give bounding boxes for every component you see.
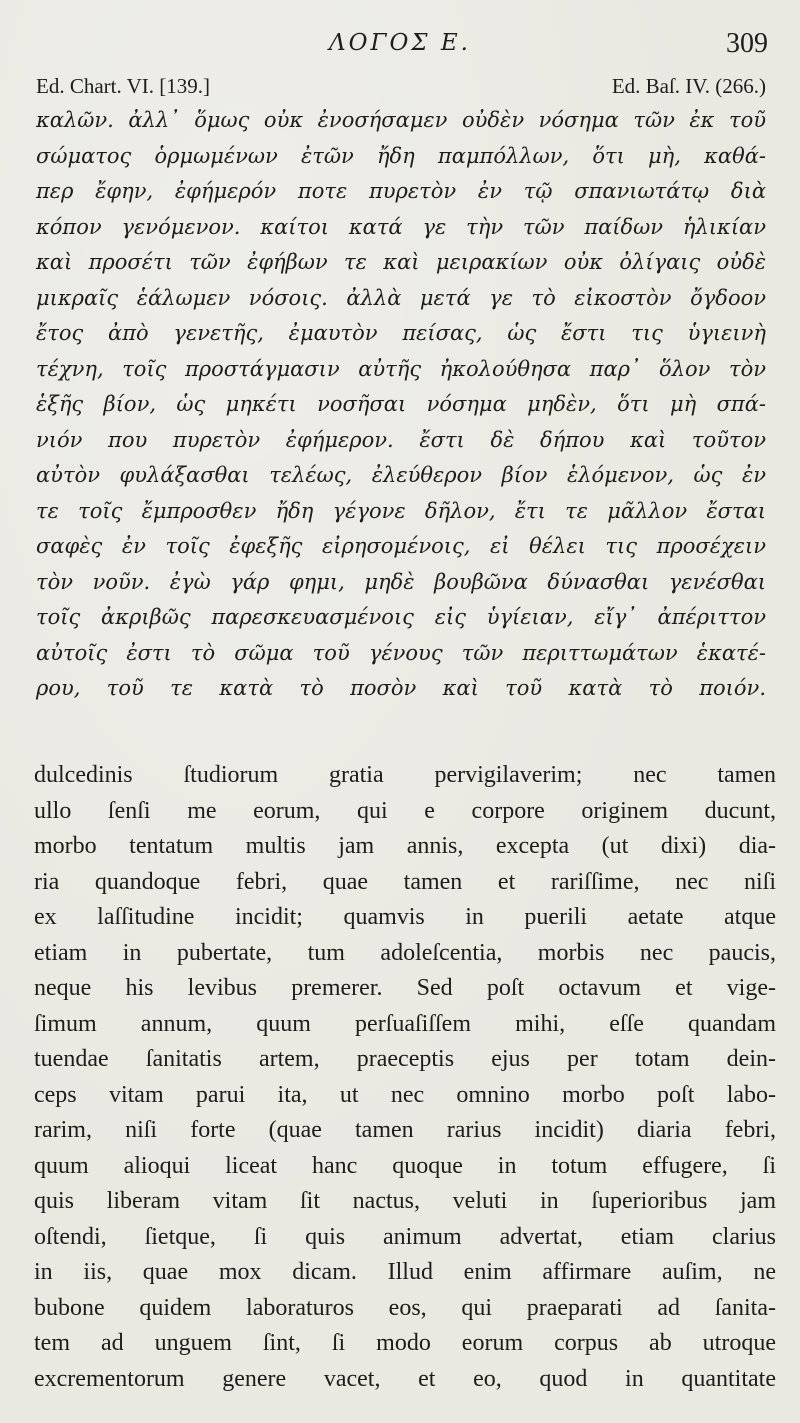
edition-reference-left: Ed. Chart. VI. [139.] [36,74,210,98]
latin-text-line: neque his levibus premerer. Sed poſt octavum et vige- [34,975,776,1001]
greek-text-line: σαφὲς ἐν τοῖς ἐφεξῆς εἰρησομένοις, εἰ θέλει τις προσέχειν [36,534,766,558]
latin-text-block [34,758,776,1397]
greek-text-line: καλῶν. ἀλλ᾽ ὅμως οὐκ ἐνοσήσαμεν οὐδὲν νόσημα τῶν ἐκ τοῦ [36,108,766,132]
latin-text-line: ullo ſenſi me eorum, qui e corpore originem ducunt, [34,797,776,824]
greek-text-line: κόπον γενόμενον. καίτοι κατά γε τὴν τῶν παίδων ἡλικίαν [36,214,766,239]
greek-text-line: ἑξῆς βίον, ὡς μηκέτι νοσῆσαι νόσημα μηδὲν, ὅτι μὴ σπά- [36,392,766,416]
greek-text-line: καὶ προσέτι τῶν ἐφήβων τε καὶ μειρακίων οὐκ ὀλίγαις οὐδὲ [36,250,766,274]
running-title: ΛΟΓΟΣ Ε. [329,30,471,56]
greek-text-line: τὸν νοῦν. ἐγὼ γάρ φημι, μηδὲ βουβῶνα δύνασθαι γενέσθαι [36,569,766,594]
greek-text-line: αὐτοῖς ἐστι τὸ σῶμα τοῦ γένους τῶν περιττωμάτων ἑκατέ- [36,640,766,665]
latin-text-line: etiam in pubertate, tum adoleſcentia, morbis nec paucis, [34,939,776,966]
greek-text-line: ἔτος ἀπὸ γενετῆς, ἐμαυτὸν πείσας, ὡς ἔστι τις ὑγιεινὴ [36,321,766,345]
latin-text-line: rarim, niſi forte (quae tamen rarius incidit) diaria febri, [34,1117,776,1143]
greek-text-line: τε τοῖς ἔμπροσθεν ἤδη γέγονε δῆλον, ἔτι τε μᾶλλον ἔσται [36,498,766,523]
latin-text-line: ria quandoque febri, quae tamen et rariſſime, nec niſi [34,868,776,895]
greek-text-line: τοῖς ἀκριβῶς παρεσκευασμένοις εἰς ὑγίειαν, εἴγ᾽ ἀπέριττον [36,605,766,629]
latin-text-line: in iis, quae mox dicam. Illud enim affirmare auſim, ne [34,1259,776,1285]
greek-text-line: τέχνη, τοῖς προστάγμασιν αὐτῆς ἠκολούθησα παρ᾽ ὅλον τὸν [36,356,766,381]
greek-text-line: ρου, τοῦ τε κατὰ τὸ ποσὸν καὶ τοῦ κατὰ τὸ ποιόν. [36,676,766,700]
latin-text-line: ex laſſitudine incidit; quamvis in puerili aetate atque [34,904,776,930]
greek-text-line: σώματος ὁρμωμένων ἐτῶν ἤδη παμπόλλων, ὅτι μὴ, καθά- [36,143,766,168]
greek-text-line: μικραῖς ἑάλωμεν νόσοις. ἀλλὰ μετά γε τὸ εἰκοστὸν ὄγδοον [36,285,766,310]
latin-text-line: oſtendi, ſietque, ſi quis animum advertat, etiam clarius [34,1223,776,1250]
latin-text-line: dulcedinis ſtudiorum gratia pervigilaverim; nec tamen [34,762,776,788]
latin-text-line: excrementorum genere vacet, et eo, quod in quantitate [34,1365,776,1392]
latin-text-line: tem ad unguem ſint, ſi modo eorum corpus ab utroque [34,1330,776,1356]
latin-text-line: morbo tentatum multis jam annis, excepta (ut dixi) dia- [34,833,776,859]
latin-text-line: ſimum annum, quum perſuaſiſſem mihi, eſſe quandam [34,1010,776,1037]
latin-text-line: quum alioqui liceat hanc quoque in totum effugere, ſi [34,1152,776,1179]
page-number: 309 [726,28,768,59]
greek-text-line: αὐτὸν φυλάξασθαι τελέως, ἐλεύθερον βίον ἑλόμενον, ὡς ἐν [36,463,766,487]
greek-text-block [36,103,766,707]
greek-text-line: νιόν που πυρετὸν ἐφήμερον. ἔστι δὲ δήπου καὶ τοῦτον [36,427,766,452]
greek-text-line: περ ἔφην, ἐφήμερόν ποτε πυρετὸν ἐν τῷ σπανιωτάτῳ διὰ [36,179,766,203]
latin-text-line: bubone quidem laboraturos eos, qui praeparati ad ſanita- [34,1294,776,1321]
latin-text-line: ceps vitam parui ita, ut nec omnino morbo poſt labo- [34,1081,776,1108]
latin-text-line: quis liberam vitam ſit nactus, veluti in ſuperioribus jam [34,1188,776,1214]
latin-text-line: tuendae ſanitatis artem, praeceptis ejus per totam dein- [34,1046,776,1072]
edition-reference-right: Ed. Baſ. IV. (266.) [611,74,766,98]
